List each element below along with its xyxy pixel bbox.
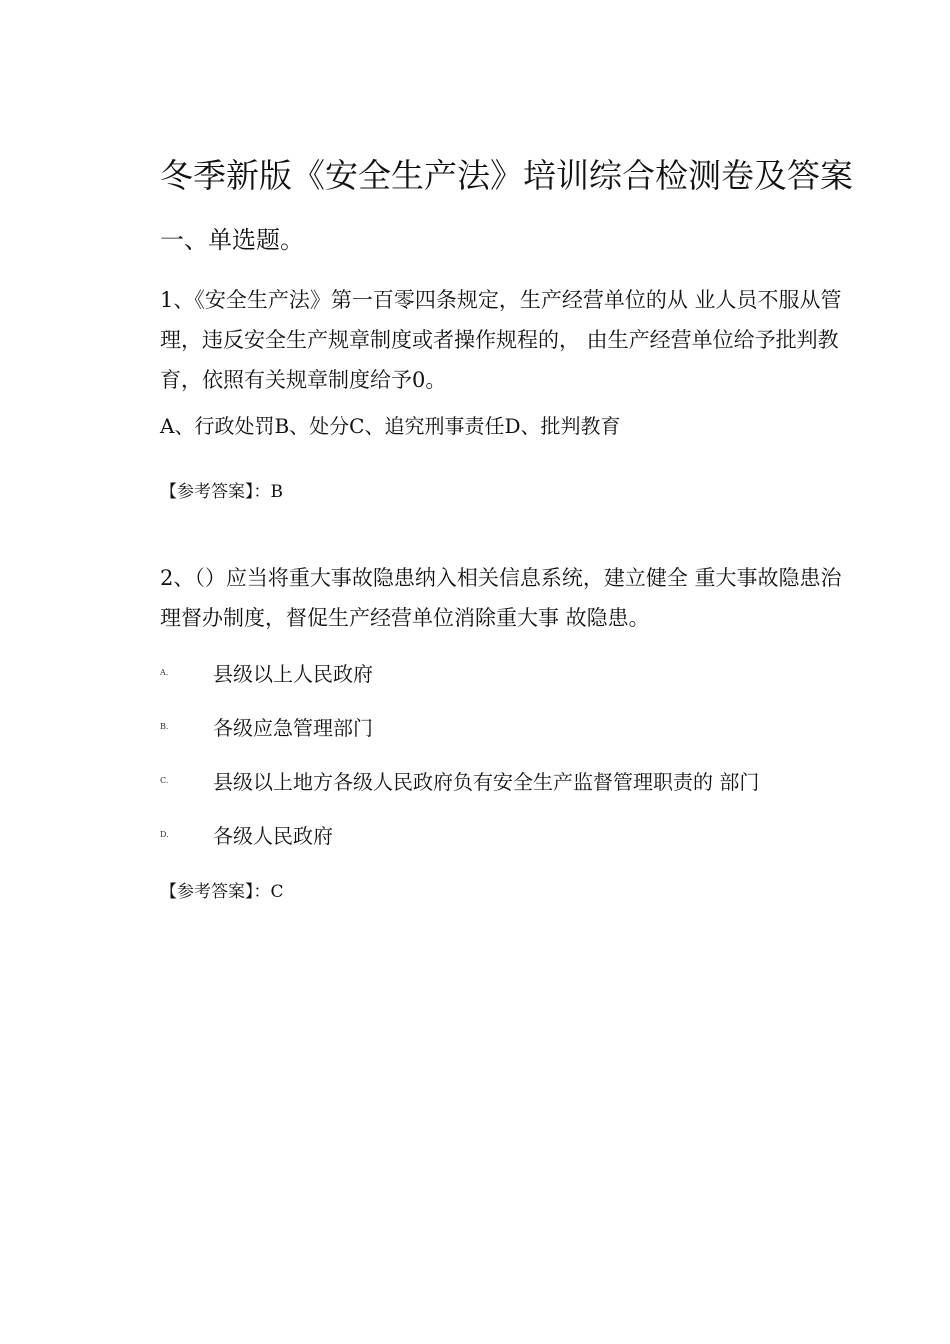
question-2-option-d-text: 各级人民政府 bbox=[213, 824, 333, 848]
question-2-option-a bbox=[160, 660, 168, 679]
option-letter: B. bbox=[160, 722, 169, 731]
question-1-answer: 【参考答案】：B bbox=[160, 482, 283, 502]
option-letter: A. bbox=[160, 668, 169, 677]
document-title: 冬季新版《安全生产法》培训综合检测卷及答案 bbox=[160, 156, 853, 195]
question-2-option-b bbox=[160, 714, 168, 733]
question-2-option-b-text: 各级应急管理部门 bbox=[213, 716, 373, 740]
question-1-options: A、行政处罚B、处分C、追究刑事责任D、批判教育 bbox=[160, 414, 621, 438]
question-2-answer: 【参考答案】：C bbox=[160, 882, 284, 902]
section-heading: 一、单选题。 bbox=[160, 226, 304, 254]
question-2-text: 2、（）应当将重大事故隐患纳入相关信息系统，建立健全 重大事故隐患治理督办制度，督促生产经营单位消除重大事 故隐患。 bbox=[160, 566, 842, 630]
question-2-option-c-text: 县级以上地方各级人民政府负有安全生产监督管理职责的 部门 bbox=[213, 770, 760, 794]
question-2-option-c bbox=[160, 768, 168, 787]
option-letter: C. bbox=[160, 776, 169, 785]
question-1-text: 1、《安全生产法》第一百零四条规定，生产经营单位的从 业人员不服从管理，违反安全生产规章制度或者操作规程的， 由生产经营单位给予批判教育，依照有关规章制度给予0。 bbox=[160, 288, 842, 392]
option-letter: D. bbox=[160, 830, 169, 839]
question-2-option-d bbox=[160, 822, 169, 841]
question-2-option-a-text: 县级以上人民政府 bbox=[213, 662, 373, 686]
